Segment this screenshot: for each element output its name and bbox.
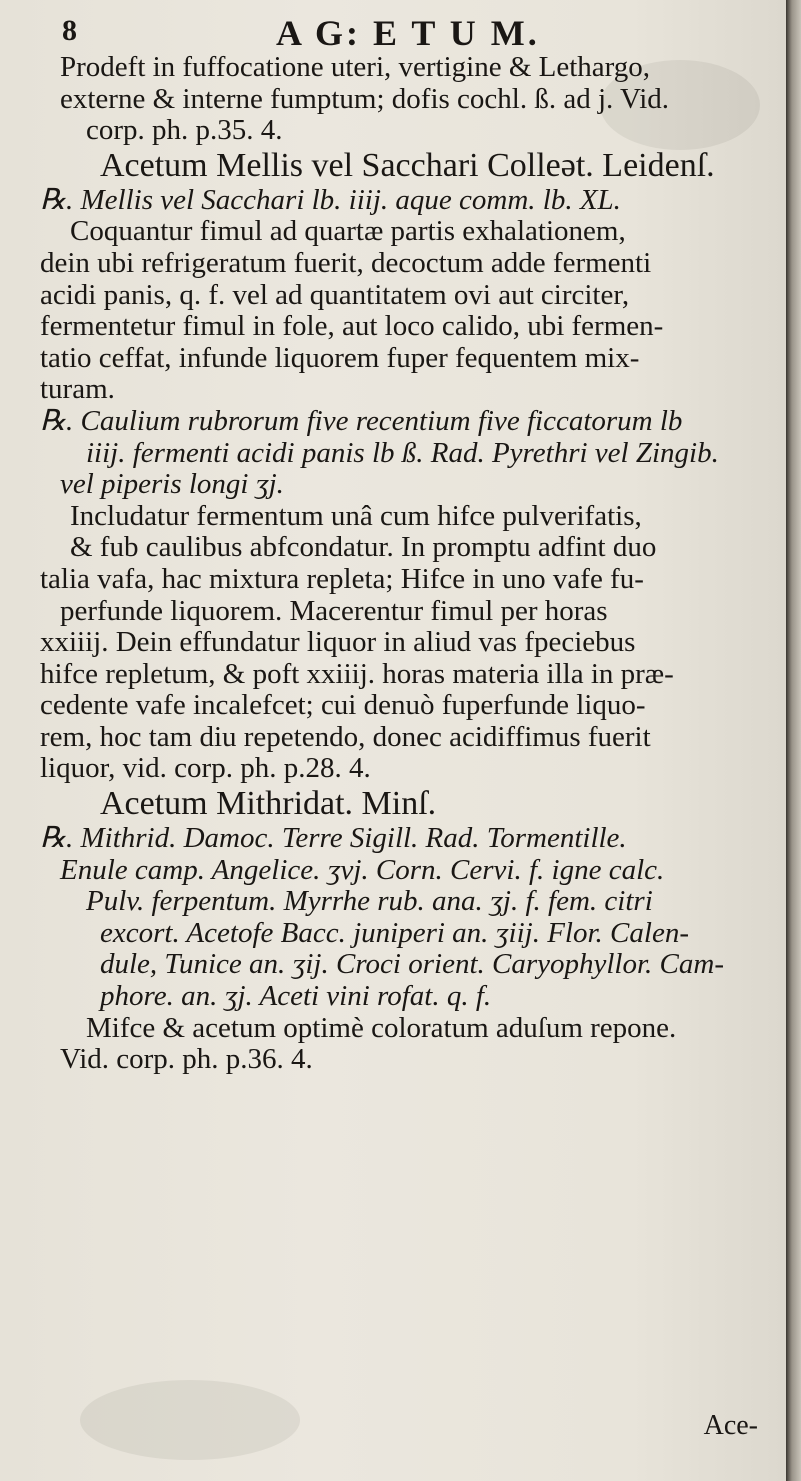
text-line: phore. an. ʒj. Aceti vini rofat. q. f. [100,980,492,1013]
text-line: Mifce & acetum optimè coloratum aduſum repone. [86,1011,677,1044]
page-number: 8 [62,14,77,47]
text-line: dule, Tunice an. ʒij. Croci orient. Caryophyllor. Cam- [100,948,724,981]
text-line: perfunde liquorem. Macerentur fimul per horas [60,594,608,627]
text-line: & fub caulibus abfcondatur. In promptu adfint duo [70,531,657,564]
text-line: Includatur fermentum unâ cum hifce pulverifatis, [70,499,642,532]
text-line: turam. [40,373,115,406]
text-line: xxiiij. Dein effundatur liquor in aliud vas fpeciebus [40,626,636,659]
text-line: acidi panis, q. f. vel ad quantitatem ovi aut circiter, [40,278,630,311]
paper-stain [80,1380,300,1460]
text-line: externe & interne fumptum; dofis cochl. ß. ad j. Vid. [60,82,669,115]
text-line: Vid. corp. ph. p.36. 4. [60,1043,313,1076]
text-line: Acetum Mellis vel Sacchari Colleǝt. Leidenſ. [100,146,715,184]
page-header [40,6,770,56]
text-line: ℞. Caulium rubrorum five recentium five ficcatorum lb [40,404,683,437]
text-line: talia vafa, hac mixtura repleta; Hifce in uno vafe fu- [40,562,644,595]
text-line: iiij. fermenti acidi panis lb ß. Rad. Pyrethri vel Zingib. [86,436,719,469]
text-line: vel piperis longi ʒj. [60,468,284,501]
text-line: tatio ceffat, infunde liquorem fuper fequentem mix- [40,341,640,374]
text-line: ℞. Mellis vel Sacchari lb. iiij. aque comm. lb. XL. [40,183,621,216]
text-line: corp. ph. p.35. 4. [86,114,283,147]
text-line: Prodeft in fuffocatione uteri, vertigine & Lethargo, [60,51,651,83]
text-line: dein ubi refrigeratum fuerit, decoctum adde fermenti [40,246,652,279]
text-line: cedente vafe incalefcet; cui denuò fuperfunde liquo- [40,689,646,722]
text-line: Enule camp. Angelice. ʒvj. Corn. Cervi. f. igne calc. [60,853,665,886]
running-title: A G: E T U M. [276,13,540,53]
text-line: excort. Acetofe Bacc. juniperi an. ʒiij. Flor. Calen- [100,916,689,949]
text-line: rem, hoc tam diu repetendo, donec acidiffimus fuerit [40,720,651,753]
text-line: Acetum Mithridat. Minſ. [100,785,437,823]
text-line: hifce repletum, & poft xxiiij. horas materia illa in præ- [40,657,674,690]
body-text [40,52,780,1076]
text-line: liquor, vid. corp. ph. p.28. 4. [40,752,371,785]
page-gutter-edge [786,0,801,1481]
text-line: ℞. Mithrid. Damoc. Terre Sigill. Rad. Tormentille. [40,822,627,855]
text-line: Coquantur fimul ad quartæ partis exhalationem, [70,215,626,248]
catchword: Ace- [703,1410,758,1441]
text-line: fermentetur fimul in fole, aut loco calido, ubi fermen- [40,310,664,343]
text-line: Pulv. ferpentum. Myrrhe rub. ana. ʒj. f. fem. citri [86,885,653,918]
